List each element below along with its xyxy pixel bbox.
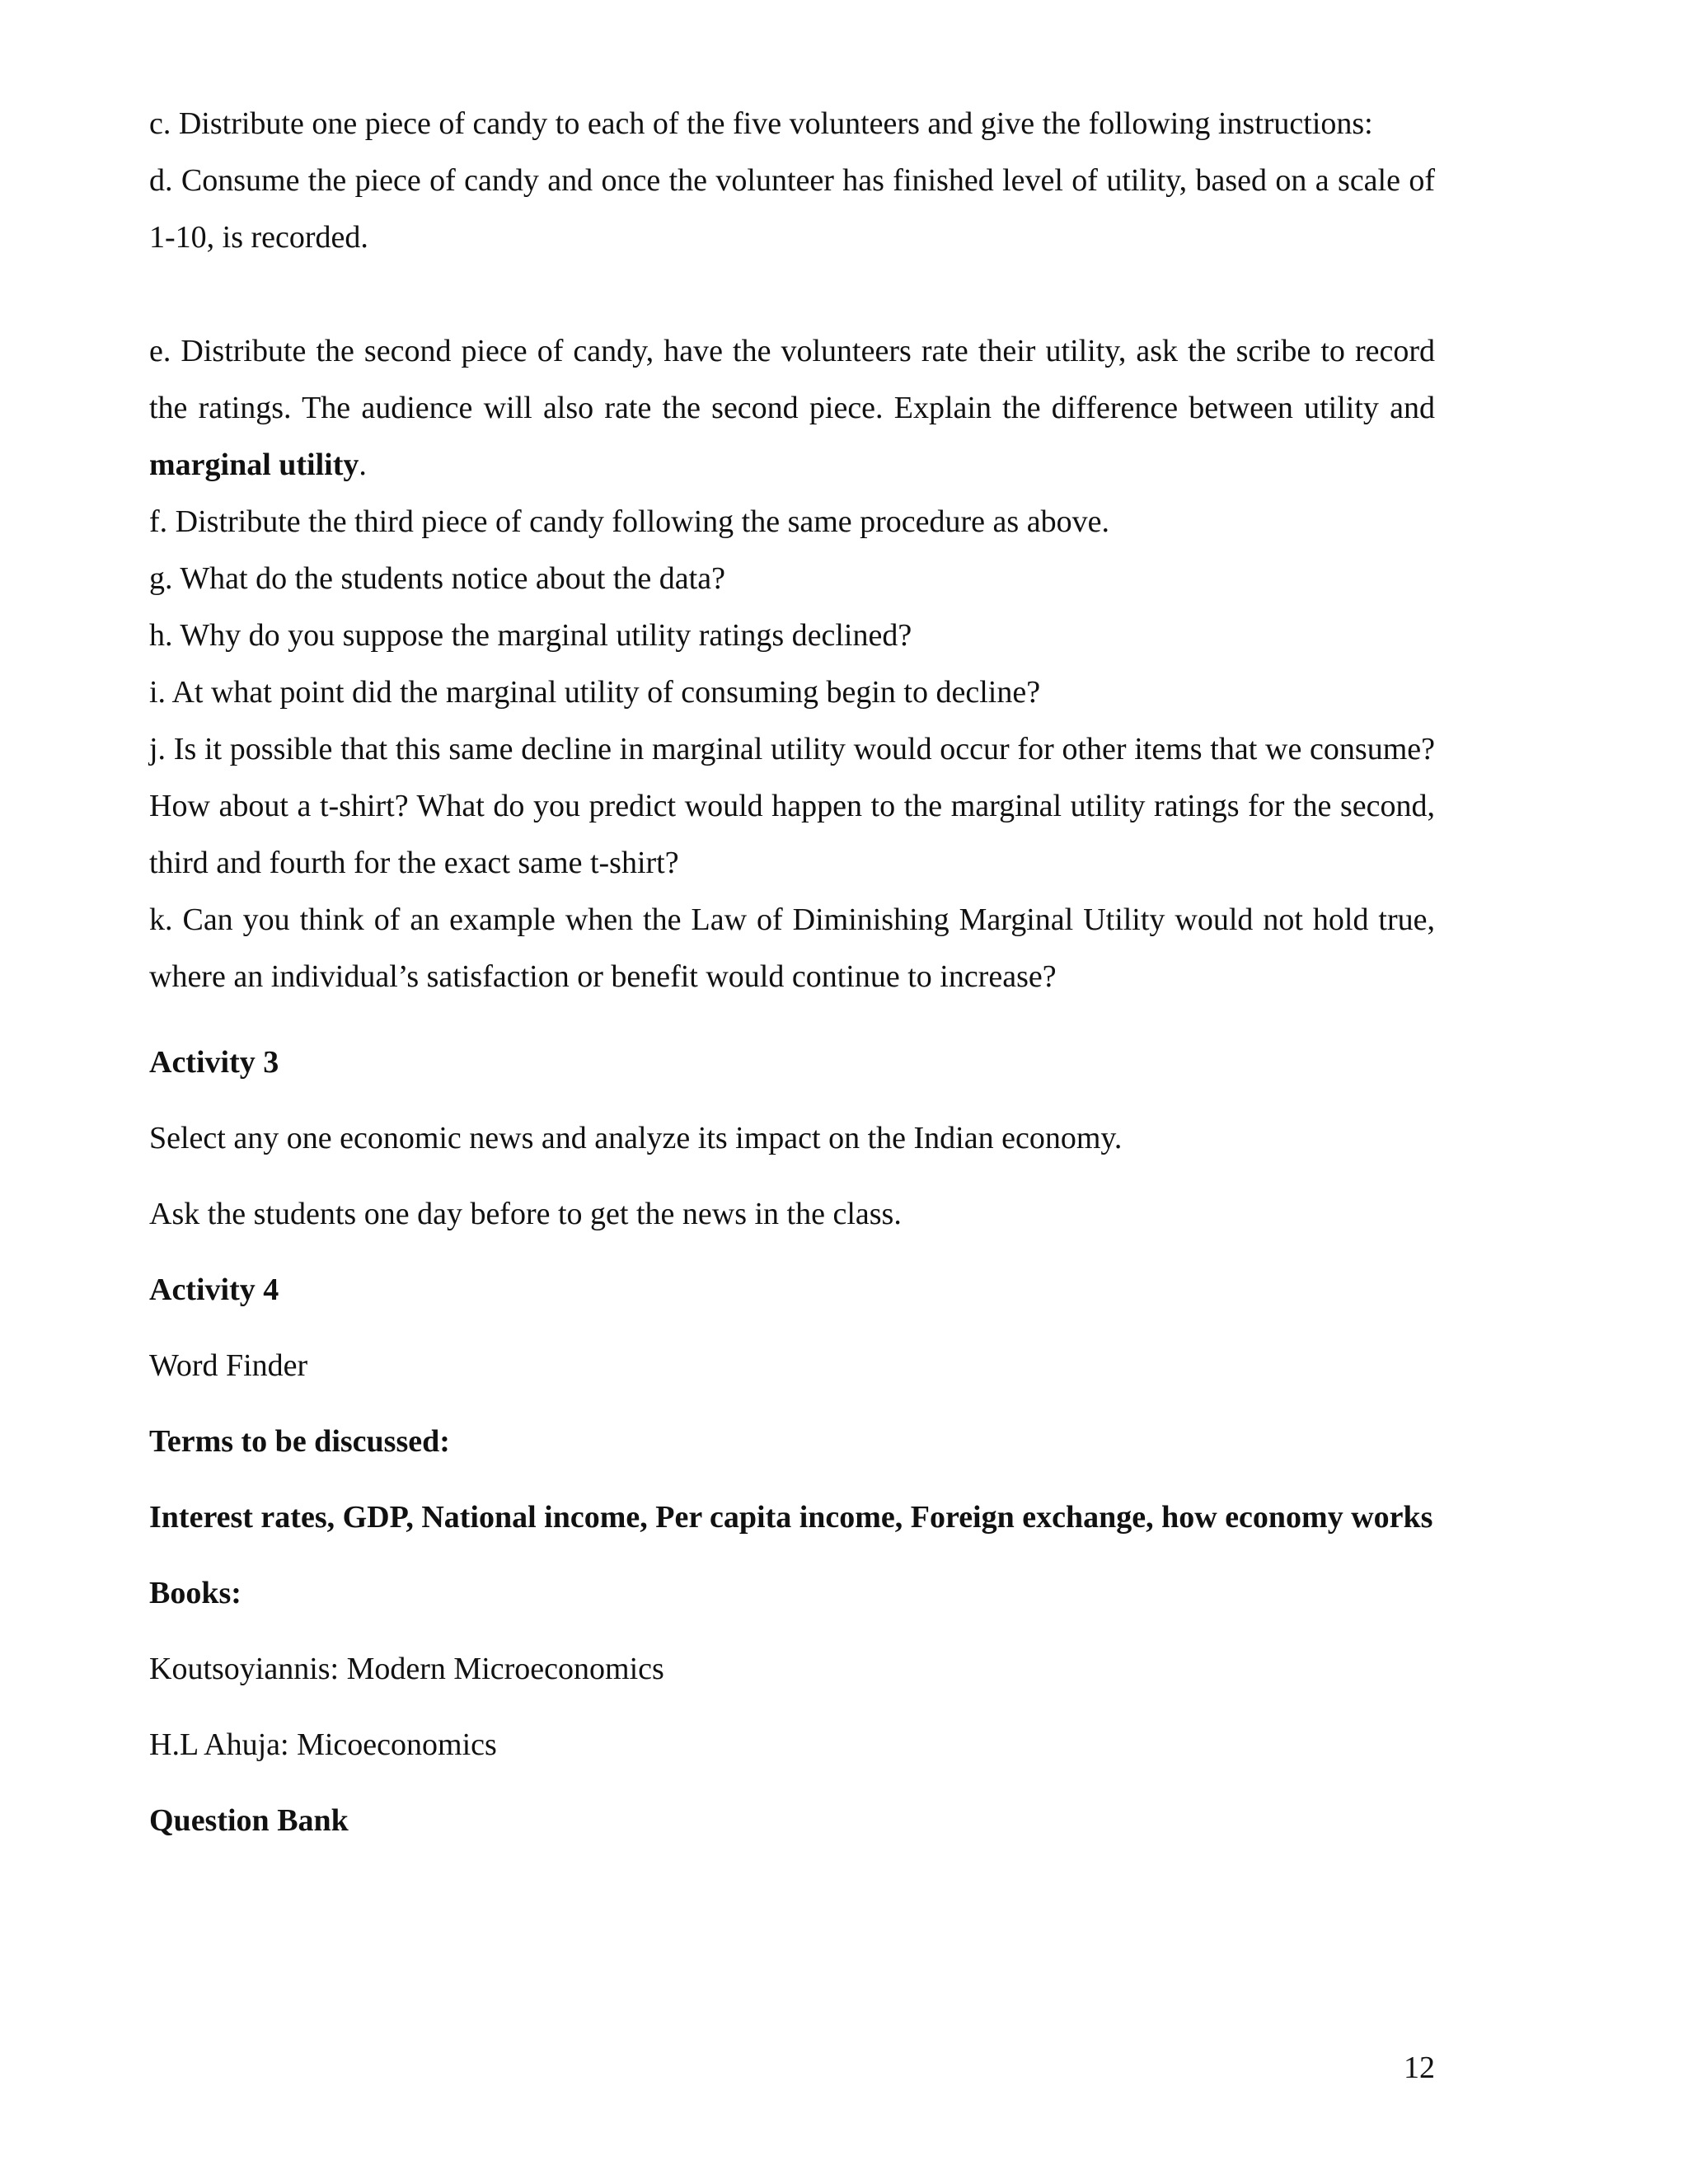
instruction-f: f. Distribute the third piece of candy following the same procedure as above. [149, 504, 1109, 539]
page-number: 12 [1404, 2050, 1435, 2085]
instruction-k: k. Can you think of an example when the Law of Diminishing Marginal Utility would not hold true, where an individual’s satisfaction or benefit would continue to increase? [149, 902, 1435, 994]
books-heading: Books: [149, 1576, 241, 1610]
instruction-c: c. Distribute one piece of candy to each of the five volunteers and give the following instructions: [149, 106, 1373, 141]
activity4-line1: Word Finder [149, 1348, 308, 1383]
document-page [149, 96, 1435, 1840]
instruction-j: j. Is it possible that this same decline in marginal utility would occur for other items that we consume? How about a t-shirt? What do you predict would happen to the marginal utility ratings for the second, third and fourth for the exact same t-shirt? [149, 732, 1435, 880]
instruction-g: g. What do the students notice about the data? [149, 561, 725, 596]
instruction-i: i. At what point did the marginal utility of consuming begin to decline? [149, 675, 1041, 710]
instruction-e [149, 323, 1435, 494]
instruction-d: d. Consume the piece of candy and once the volunteer has finished level of utility, based on a scale of 1-10, is recorded. [149, 163, 1435, 255]
book-item: Koutsoyiannis: Modern Microeconomics [149, 1652, 664, 1686]
paragraph-gap [149, 266, 1435, 323]
activity3-line2: Ask the students one day before to get the news in the class. [149, 1197, 902, 1231]
activity3-line1: Select any one economic news and analyze its impact on the Indian economy. [149, 1121, 1123, 1155]
activity4-heading: Activity 4 [149, 1272, 279, 1307]
instruction-h: h. Why do you suppose the marginal utility ratings declined? [149, 618, 912, 653]
instruction-e-text: e. Distribute the second piece of candy, have the volunteers rate their utility, ask the scribe to record the ratings. The audience will also rate the second piece. Explain the difference between utility and [149, 334, 1435, 425]
terms-heading: Terms to be discussed: [149, 1424, 450, 1459]
question-bank-heading: Question Bank [149, 1803, 349, 1838]
instruction-e-end: . [359, 448, 367, 482]
terms-list: Interest rates, GDP, National income, Per capita income, Foreign exchange, how economy works [149, 1500, 1433, 1535]
instruction-e-bold: marginal utility [149, 448, 359, 482]
activity3-heading: Activity 3 [149, 1045, 279, 1080]
book-item: H.L Ahuja: Micoeconomics [149, 1727, 497, 1762]
